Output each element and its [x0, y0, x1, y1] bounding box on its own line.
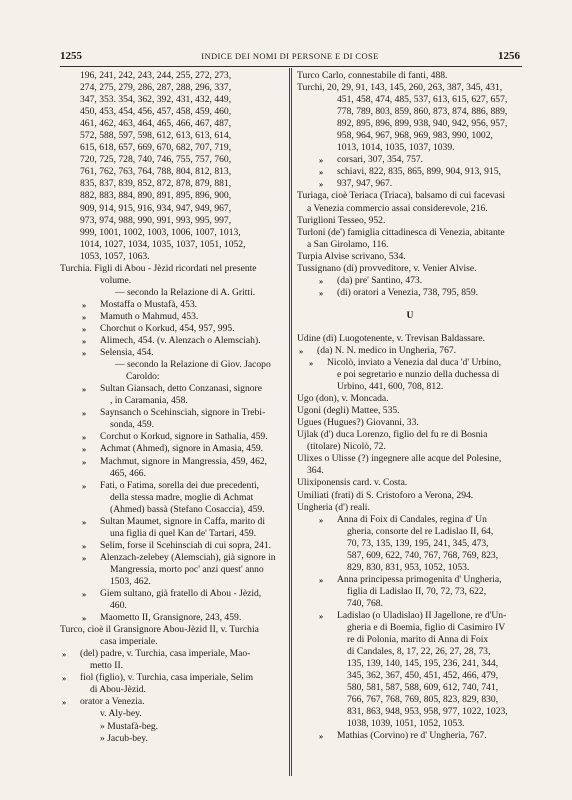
index-line — [60, 130, 286, 142]
index-line-text: a Venezia commercio assai considerevole, 216. — [307, 202, 488, 214]
index-line-text: 615, 618, 657, 669, 670, 682, 707, 719, — [80, 142, 232, 154]
index-line — [297, 694, 523, 706]
index-line-text: 882, 883, 884, 890, 891, 895, 896, 900, — [80, 190, 232, 202]
index-line — [297, 658, 523, 670]
ditto-mark: » — [319, 610, 324, 621]
index-line — [297, 405, 523, 417]
index-line-text: Mamuth o Mahmud, 453. — [100, 310, 199, 322]
index-line-text: (del) padre, v. Turchia, casa imperiale, Mao- — [80, 648, 251, 660]
index-line — [297, 381, 523, 393]
ditto-mark: » — [62, 697, 67, 708]
ditto-mark: » — [82, 348, 87, 359]
index-line-text: 465, 466. — [110, 467, 146, 479]
index-line — [60, 443, 286, 455]
index-line — [60, 504, 286, 516]
index-line — [297, 345, 523, 357]
index-line-text: 999, 1001, 1002, 1003, 1006, 1007, 1013, — [80, 226, 241, 238]
index-line-text: gheria, consorte del re Ladislao II, 64, — [347, 525, 494, 537]
index-line — [60, 564, 286, 576]
index-line-text: Ugo (don), v. Moncada. — [297, 393, 389, 405]
index-line — [60, 154, 286, 166]
ditto-mark: » — [319, 514, 324, 525]
index-line — [60, 456, 286, 468]
index-line — [297, 465, 523, 477]
index-line-text: volume. — [100, 274, 132, 286]
index-line-text: Machmut, signore in Mangressia, 459, 462, — [100, 455, 268, 467]
index-line-text: Selim, forse il Scehinsciah di cui sopra, 241. — [100, 539, 272, 551]
index-line — [60, 94, 286, 106]
index-line-text: 761, 762, 763, 764, 788, 804, 812, 813, — [80, 166, 232, 178]
index-line-text: di Abou-Jèzid. — [90, 684, 146, 696]
index-line-text: Turpia Alvise scrivano, 534. — [297, 250, 406, 262]
index-line-text: Saynsanch o Scehinsciah, signore in Trebi- — [100, 407, 266, 419]
index-line — [60, 203, 286, 215]
index-line — [60, 82, 286, 94]
index-line — [60, 323, 286, 335]
ditto-mark: » — [62, 649, 67, 660]
index-line — [60, 431, 286, 443]
index-line-text: v. Aly-bey. — [100, 708, 142, 720]
index-line — [297, 203, 523, 215]
index-line — [297, 586, 523, 598]
ditto-mark: » — [319, 179, 324, 190]
index-line-text: 778, 789, 803, 859, 860, 873, 874, 886, 889, — [337, 106, 508, 118]
index-line — [297, 622, 523, 634]
index-line — [297, 287, 523, 299]
index-line — [297, 610, 523, 622]
index-line-text: Anna di Foix di Candales, regina d' Un — [337, 513, 487, 525]
index-line — [60, 335, 286, 347]
index-line — [297, 490, 523, 502]
index-line-text: Ujlak (d') duca Lorenzo, figlio del fu re di Bosnia — [297, 429, 488, 441]
index-line-text: 1013, 1014, 1035, 1037, 1039. — [337, 142, 455, 154]
index-line-text: 937, 947, 967. — [337, 178, 393, 190]
index-line-text: 831, 863, 948, 953, 958, 977, 1022, 1023, — [347, 706, 508, 718]
index-line — [60, 576, 286, 588]
index-line-text: 909, 914, 915, 916, 934, 947, 949, 967, — [80, 202, 232, 214]
index-line — [60, 371, 286, 383]
index-line — [297, 215, 523, 227]
index-line-text: re di Polonia, marito di Anna di Foix — [347, 634, 489, 646]
index-line-text: Fati, o Fatima, sorella dei due precedenti, — [100, 479, 260, 491]
ditto-mark: » — [309, 357, 314, 368]
index-line — [60, 588, 286, 600]
index-line-text: 347, 353. 354, 362, 392, 431, 432, 449, — [80, 94, 232, 106]
ditto-mark: » — [319, 731, 324, 742]
index-line — [60, 419, 286, 431]
index-line — [60, 166, 286, 178]
ditto-mark: » — [319, 574, 324, 585]
ditto-mark: » — [82, 299, 87, 310]
index-line-text: Nicolò, inviato a Venezia dal duca 'd' Urbino, — [327, 356, 502, 368]
index-line — [60, 70, 286, 82]
index-line-text: Turiaga, cioè Teriaca (Triaca), balsamo di cui facevasi — [297, 190, 506, 202]
index-line-text: Achmat (Ahmed), signore in Amasia, 459. — [100, 443, 264, 455]
index-line-text: Turloni (de') famiglia cittadinesca di Venezia, abitante — [297, 226, 505, 238]
index-line — [297, 94, 523, 106]
index-line-text: 973, 974, 988, 990, 991, 993, 995, 997, — [80, 214, 232, 226]
index-line-text: metto II. — [90, 660, 124, 672]
running-header — [60, 50, 520, 64]
index-line-text: » Mustafà-beg. — [100, 720, 159, 732]
index-line — [60, 395, 286, 407]
ditto-mark: » — [82, 444, 87, 455]
index-line-text: (Ahmed) bassà (Stefano Cosaccia), 459. — [110, 503, 265, 515]
index-line-text: Turco Carlo, connestabile di fanti, 488. — [297, 70, 448, 81]
index-line-text: 451, 458, 474, 485, 537, 613, 615, 627, 657, — [337, 94, 508, 106]
index-line — [60, 721, 286, 733]
index-line-text: Chorchut o Korkud, 454, 957, 995. — [100, 322, 235, 334]
index-line — [297, 118, 523, 130]
index-line-text: Mathias (Corvino) re d' Ungheria, 767. — [337, 730, 487, 742]
index-line-text: 196, 241, 242, 243, 244, 255, 272, 273, — [80, 70, 232, 81]
index-line-text: Mostaffa o Mustafà, 453. — [100, 298, 198, 310]
ditto-mark: » — [82, 432, 87, 443]
ditto-mark: » — [82, 613, 87, 624]
index-line-text: 766, 767, 768, 769, 805, 823, 829, 830, — [347, 694, 499, 706]
index-line-text: Udine (di) Luogotenente, v. Trevisan Baldassare. — [297, 332, 486, 344]
index-line — [60, 383, 286, 395]
index-line — [60, 480, 286, 492]
index-line-text: corsari, 307, 354, 757. — [337, 154, 424, 166]
index-line — [60, 516, 286, 528]
index-line-text: — secondo la Relazione di A. Gritti. — [115, 286, 256, 298]
index-line — [297, 730, 523, 742]
index-line — [297, 502, 523, 514]
index-line-text: — secondo la Relazione di Giov. Jacopo — [115, 359, 271, 371]
index-line-text: Alimech, 454. (v. Alenzach o Alemsciah). — [100, 335, 261, 347]
index-line-text: e poi segretario e nunzio della duchessa di — [337, 369, 500, 381]
index-line-text: 1038, 1039, 1051, 1052, 1053. — [347, 718, 465, 730]
ditto-mark: » — [62, 673, 67, 684]
index-line-text: gheria e di Boemia, figlio di Casimiro IV — [347, 622, 506, 634]
index-line-text: 720, 725, 728, 740, 746, 755, 757, 760, — [80, 154, 232, 166]
index-line-text: di Candales, 8, 17, 22, 26, 27, 28, 73, — [347, 646, 491, 658]
index-line-text: schiavi, 822, 835, 865, 899, 904, 913, 915, — [337, 166, 501, 178]
index-line — [297, 333, 523, 345]
index-line-text: 135, 139, 140, 145, 195, 236, 241, 344, — [347, 658, 499, 670]
index-line-text: 1014, 1027, 1034, 1035, 1037, 1051, 1052, — [80, 238, 246, 250]
right-column — [297, 70, 523, 742]
index-line-text: fiol (figlio), v. Turchia, casa imperiale, Selim — [80, 672, 254, 684]
index-line-text: Maometto II, Gransignore, 243, 459. — [100, 612, 242, 624]
index-line — [297, 369, 523, 381]
ditto-mark: » — [82, 480, 87, 491]
index-line — [297, 670, 523, 682]
index-line-text: Umiliati (frati) di S. Cristoforo a Verona, 294. — [297, 489, 474, 501]
page-number-right: 1256 — [498, 50, 520, 62]
index-line — [297, 441, 523, 453]
index-line-text: 892, 895, 896, 899, 938, 940, 942, 956, 957, — [337, 118, 508, 130]
index-line — [297, 514, 523, 526]
index-line-text: Sultan Maumet, signore in Caffa, marito di — [100, 515, 266, 527]
index-line-text: Turchi, 20, 29, 91, 143, 145, 260, 263, 387, 345, 431, — [297, 82, 503, 94]
index-line-text: (da) N. N. medico in Ungheria, 767. — [317, 344, 457, 356]
index-line — [297, 550, 523, 562]
index-line — [297, 357, 523, 369]
index-line-text: Ulixes o Ulisse (?) ingegnere alle acque del Polesine, — [297, 453, 502, 465]
index-line-text: 450, 453, 454, 456, 457, 458, 459, 460, — [80, 106, 232, 118]
index-line-text: 1053, 1057, 1063. — [80, 250, 150, 262]
index-line-text: Ulixiponensis card. v. Costa. — [297, 477, 408, 489]
index-line — [297, 574, 523, 586]
index-line — [60, 118, 286, 130]
index-line — [60, 540, 286, 552]
index-line-text: » Jacub-bey. — [100, 732, 148, 744]
index-line-text: (titolare) Nicolò, 72. — [307, 441, 386, 453]
index-line — [297, 562, 523, 574]
index-line — [60, 251, 286, 263]
index-line-text: 835, 837, 839, 852, 872, 878, 879, 881, — [80, 178, 232, 190]
index-line-text: Tussignano (di) provveditore, v. Venier Alvise. — [297, 262, 477, 274]
index-line — [297, 275, 523, 287]
index-line — [297, 239, 523, 251]
ditto-mark: » — [82, 384, 87, 395]
ditto-mark: » — [299, 345, 304, 356]
index-line — [60, 287, 286, 299]
column-divider — [289, 68, 290, 776]
index-line — [60, 552, 286, 564]
index-line — [297, 453, 523, 465]
index-line-text: Urbino, 441, 600, 708, 812. — [337, 381, 444, 393]
index-line-text: 460. — [110, 600, 127, 612]
ditto-mark: » — [319, 167, 324, 178]
index-line-text: Turiglioni Tesseo, 952. — [297, 214, 386, 226]
index-line-text: 70, 73, 135, 139, 195, 241, 345, 473, — [347, 537, 489, 549]
index-line — [297, 82, 523, 94]
ditto-mark: » — [82, 323, 87, 334]
ditto-mark: » — [319, 155, 324, 166]
index-line-text: casa imperiale. — [100, 636, 158, 648]
index-line-text: Caroldo: — [126, 371, 160, 383]
index-line — [297, 251, 523, 263]
index-line-text: Corchut o Korkud, signore in Sathalia, 459. — [100, 431, 268, 443]
index-line-text: Turco, cioè il Gransignore Abou-Jèzid II, v. Turchia — [60, 624, 259, 636]
index-line-text: Ladislao (o Uladislao) II Jagellone, re d'Un- — [337, 609, 507, 621]
index-line — [297, 706, 523, 718]
column-spacer — [297, 323, 523, 333]
index-line-text: 740, 768. — [347, 597, 383, 609]
index-line-text: Giem sultano, già fratello di Abou - Jèzid, — [100, 588, 262, 600]
ditto-mark: » — [82, 408, 87, 419]
index-line — [297, 646, 523, 658]
index-line — [297, 393, 523, 405]
index-line-text: 958, 964, 967, 968, 969, 983, 990, 1002, — [337, 130, 493, 142]
index-line — [60, 696, 286, 708]
index-line — [60, 733, 286, 745]
ditto-mark: » — [319, 275, 324, 286]
index-line-text: Sultan Giansach, detto Conzanasi, signore — [100, 383, 262, 395]
index-line-text: Selensia, 454. — [100, 347, 154, 359]
index-line-text: orator a Venezia. — [80, 696, 145, 708]
section-letter: U — [406, 309, 414, 321]
index-line-text: figlia di Ladislao II, 70, 72, 73, 622, — [347, 585, 487, 597]
index-line — [60, 492, 286, 504]
index-line — [297, 429, 523, 441]
index-line-text: della stessa madre, moglie di Achmat — [110, 491, 254, 503]
index-line — [60, 407, 286, 419]
index-line — [60, 648, 286, 660]
column-spacer — [297, 299, 523, 309]
index-line-text: (da) pre' Santino, 473. — [337, 274, 423, 286]
index-line — [60, 528, 286, 540]
index-line — [297, 718, 523, 730]
index-line — [297, 227, 523, 239]
index-line — [297, 154, 523, 166]
column-divider-double — [291, 68, 292, 776]
index-line — [60, 311, 286, 323]
index-line — [60, 708, 286, 720]
index-line — [60, 624, 286, 636]
index-line — [297, 166, 523, 178]
header-title: INDICE DEI NOMI DI PERSONE E DI COSE — [201, 51, 379, 61]
index-line — [297, 142, 523, 154]
index-line-text: una figlia di quel Kan de' Tartari, 459. — [110, 527, 257, 539]
index-line-text: , in Caramania, 458. — [110, 395, 188, 407]
index-line-text: Alenzach-zelebey (Alemsciah), già signore in — [100, 551, 276, 563]
index-line-text: 1503, 462. — [110, 575, 151, 587]
index-line — [60, 612, 286, 624]
ditto-mark: » — [82, 311, 87, 322]
index-line — [60, 468, 286, 480]
index-line — [297, 178, 523, 190]
index-line — [297, 598, 523, 610]
index-line — [297, 70, 523, 82]
index-line-text: 572, 588, 597, 598, 612, 613, 613, 614, — [80, 130, 232, 142]
index-line — [297, 634, 523, 646]
index-line-text: Turchia. Figli di Abou - Jèzid ricordati nel presente — [60, 262, 257, 274]
index-line — [60, 347, 286, 359]
index-line-text: Ugoni (degli) Mattee, 535. — [297, 405, 400, 417]
index-line — [60, 239, 286, 251]
index-line — [60, 660, 286, 672]
index-line — [60, 263, 286, 275]
index-line — [60, 142, 286, 154]
index-line — [297, 417, 523, 429]
index-line-text: 829, 830, 831, 953, 1052, 1053. — [347, 561, 470, 573]
index-line — [297, 263, 523, 275]
index-line — [60, 190, 286, 202]
index-line-text: Ungheria (d') reali. — [297, 501, 370, 513]
index-line — [297, 526, 523, 538]
index-line-text: 587, 609, 622, 740, 767, 768, 769, 823, — [347, 549, 499, 561]
ditto-mark: » — [82, 456, 87, 467]
index-line — [60, 672, 286, 684]
index-line — [297, 477, 523, 489]
index-line — [297, 130, 523, 142]
ditto-mark: » — [82, 552, 87, 563]
index-line — [60, 275, 286, 287]
ditto-mark: » — [82, 336, 87, 347]
index-line-text: a San Girolamo, 116. — [307, 238, 389, 250]
index-line — [60, 600, 286, 612]
index-line-text: sonda, 459. — [110, 419, 154, 431]
index-line — [60, 359, 286, 371]
header-rule — [60, 66, 522, 67]
index-line — [297, 190, 523, 202]
left-column — [60, 70, 286, 745]
page-number-left: 1255 — [60, 50, 82, 62]
index-line — [297, 538, 523, 550]
index-line-text: (di) oratori a Venezia, 738, 795, 859. — [337, 286, 479, 298]
index-line — [60, 215, 286, 227]
index-line — [297, 682, 523, 694]
index-line-text: 364. — [307, 465, 324, 477]
index-line — [60, 684, 286, 696]
ditto-mark: » — [82, 589, 87, 600]
index-line — [60, 636, 286, 648]
index-line — [60, 227, 286, 239]
index-line — [60, 106, 286, 118]
index-line-text: 345, 362, 367, 450, 451, 452, 466, 479, — [347, 670, 499, 682]
index-line — [60, 299, 286, 311]
index-line-text: 274, 275, 279, 286, 287, 288, 296, 337, — [80, 82, 232, 94]
index-line-text: Mangressia, morto poc' anzi quest' anno — [110, 563, 264, 575]
ditto-mark: » — [319, 287, 324, 298]
index-line-text: Ugues (Hugues?) Giovanni, 33. — [297, 417, 419, 429]
index-line-text: 461, 462, 463, 464, 465, 466, 467, 487, — [80, 118, 232, 130]
index-line-text: 580, 581, 587, 588, 609, 612, 740, 741, — [347, 682, 499, 694]
ditto-mark: » — [82, 516, 87, 527]
index-line — [297, 106, 523, 118]
index-line — [60, 178, 286, 190]
ditto-mark: » — [82, 540, 87, 551]
index-line-text: Anna principessa primogenita d' Ungheria, — [337, 573, 502, 585]
